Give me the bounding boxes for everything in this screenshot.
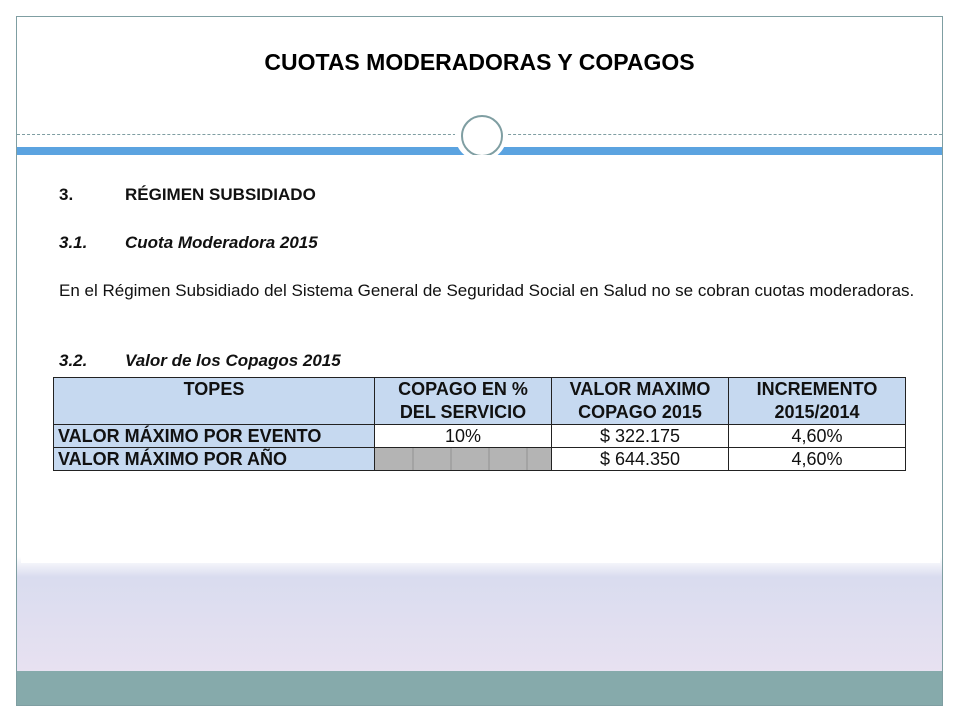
section-3-1-number: 3.1. bbox=[59, 233, 88, 252]
footer-bar bbox=[17, 671, 942, 706]
section-3-2-title: Valor de los Copagos 2015 bbox=[125, 351, 341, 370]
header-topes: TOPES bbox=[54, 378, 375, 425]
section-3-1-heading bbox=[59, 233, 318, 253]
header-copago: COPAGO EN % DEL SERVICIO bbox=[375, 378, 552, 425]
copagos-table bbox=[53, 377, 906, 471]
section-3-2-number: 3.2. bbox=[59, 351, 88, 370]
circle-ornament-icon bbox=[461, 115, 503, 157]
row-valor-value: $ 322.175 bbox=[552, 425, 729, 448]
row-copago-grayed-cell bbox=[375, 448, 552, 471]
table-row bbox=[54, 448, 906, 471]
header-incremento: INCREMENTO 2015/2014 bbox=[729, 378, 906, 425]
row-tope-label: VALOR MÁXIMO POR EVENTO bbox=[54, 425, 375, 448]
row-copago-value: 10% bbox=[375, 425, 552, 448]
section-3-number: 3. bbox=[59, 185, 74, 204]
slide bbox=[16, 16, 943, 706]
document-image bbox=[21, 155, 940, 563]
row-incremento-value: 4,60% bbox=[729, 425, 906, 448]
row-valor-value: $ 644.350 bbox=[552, 448, 729, 471]
paragraph: En el Régimen Subsidiado del Sistema General de Seguridad Social en Salud no se cobran cuotas moderadoras. bbox=[59, 281, 915, 300]
section-3-2-heading bbox=[59, 351, 341, 371]
slide-title: CUOTAS MODERADORAS Y COPAGOS bbox=[264, 49, 695, 75]
row-tope-label: VALOR MÁXIMO POR AÑO bbox=[54, 448, 375, 471]
section-3-title: RÉGIMEN SUBSIDIADO bbox=[125, 185, 316, 204]
row-incremento-value: 4,60% bbox=[729, 448, 906, 471]
table-header-row bbox=[54, 378, 906, 425]
section-3-heading bbox=[59, 185, 316, 205]
header-valor-maximo: VALOR MAXIMO COPAGO 2015 bbox=[552, 378, 729, 425]
table-row bbox=[54, 425, 906, 448]
section-3-1-title: Cuota Moderadora 2015 bbox=[125, 233, 318, 252]
